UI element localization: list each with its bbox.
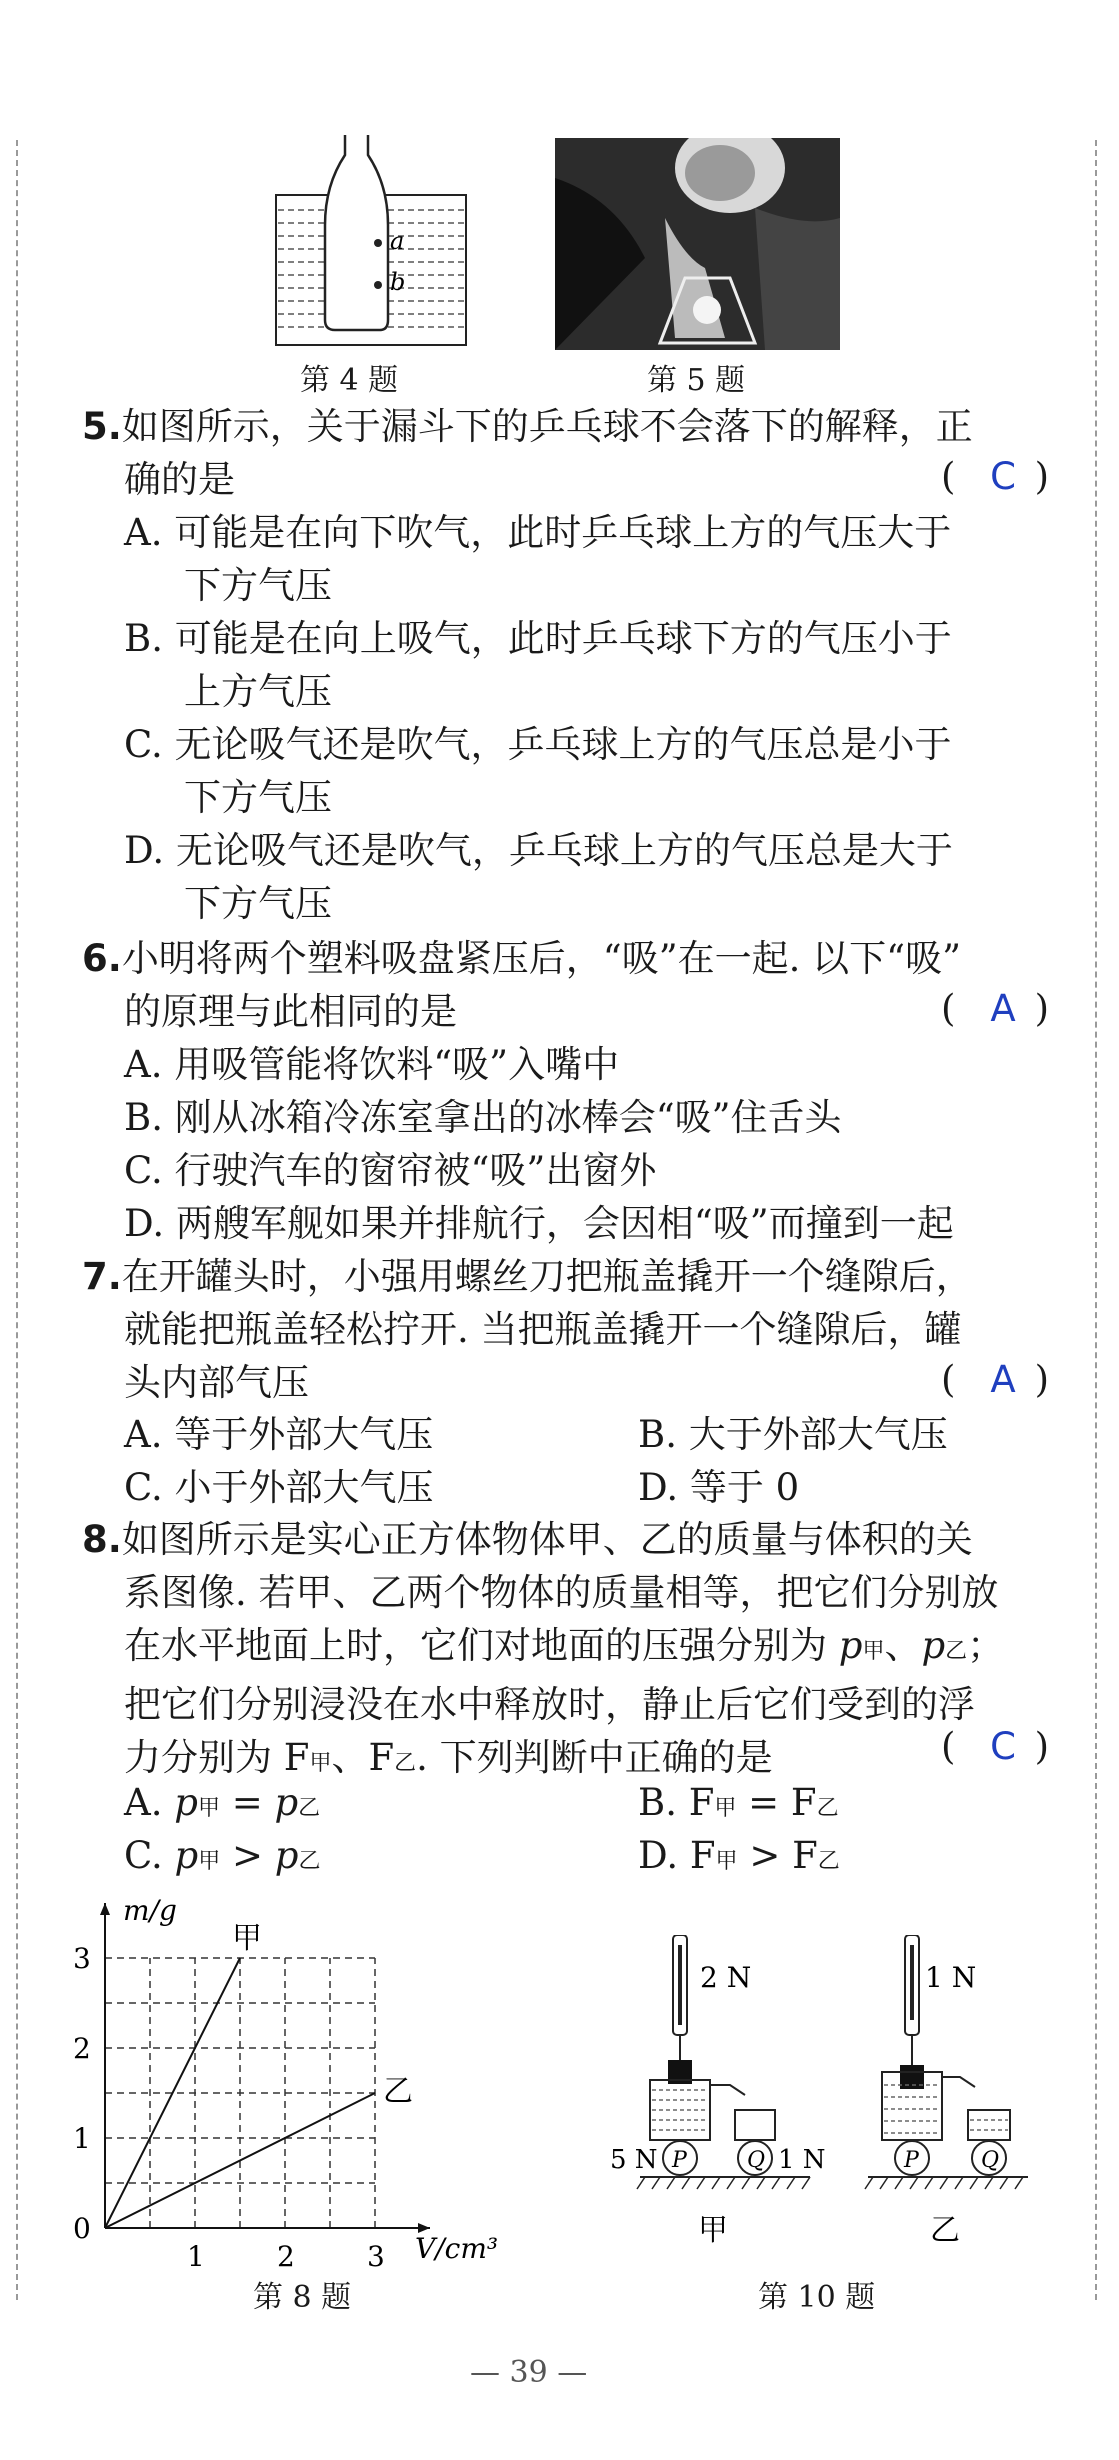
- right-spring-scale: [900, 1935, 924, 2089]
- q5-option-d-line2: 下方气压: [184, 882, 332, 925]
- q5-option-d-line1: D. 无论吸气还是吹气，乒乓球上方的气压总是大于: [124, 829, 953, 872]
- q8-line3-p2: p: [921, 1624, 946, 1667]
- q5-answer-value: C: [990, 455, 1016, 498]
- q5-option-c: [124, 718, 952, 824]
- right-scale-reading: 1 N: [925, 1961, 977, 1994]
- left-q-reading: 1 N: [778, 2145, 826, 2175]
- q8-option-b: [638, 1776, 839, 1835]
- q8-line2: 系图像. 若甲、乙两个物体的质量相等，把它们分别放: [124, 1571, 999, 1614]
- q7-answer: ( A ): [941, 1358, 1049, 1401]
- q8-c-s1: 甲: [198, 1849, 221, 1874]
- left-margin-line: [16, 140, 18, 2300]
- left-q-label: Q: [747, 2148, 766, 2173]
- q8-b-mid: = F: [736, 1781, 817, 1824]
- q6-option-c: C. 行驶汽车的窗帘被“吸”出窗外: [124, 1149, 657, 1192]
- left-scale-reading: 2 N: [700, 1961, 752, 1994]
- q8-answer-value: C: [990, 1725, 1016, 1768]
- q7-line1: 在开罐头时，小强用螺丝刀把瓶盖撬开一个缝隙后，: [121, 1255, 973, 1298]
- question-8: [82, 1513, 1049, 1790]
- q8-c-p2: p: [274, 1834, 299, 1877]
- q5-option-b-line2: 上方气压: [184, 670, 332, 713]
- q8-a-mid: =: [219, 1781, 275, 1824]
- q8-line5-f2: 、F: [331, 1736, 395, 1779]
- q8-option-d: [638, 1829, 840, 1888]
- y-tick-label: 0: [73, 2212, 91, 2245]
- q8-b-s2: 乙: [816, 1796, 839, 1821]
- q8-a-pre: A.: [124, 1781, 175, 1824]
- q8-line3-p1: p: [838, 1624, 863, 1667]
- q8-line3-text: 在水平地面上时，它们对地面的压强分别为: [124, 1624, 839, 1667]
- q8-c-pre: C.: [124, 1834, 175, 1877]
- q8-line5-f1: 力分别为 F: [124, 1736, 310, 1779]
- q6-option-b: B. 刚从冰箱冷冻室拿出的冰棒会“吸”住舌头: [124, 1096, 842, 1139]
- q8-c-s2: 乙: [298, 1849, 321, 1874]
- right-q-label: Q: [981, 2148, 1000, 2173]
- q7-number: 7.: [82, 1255, 122, 1298]
- right-margin-line: [1095, 140, 1097, 2300]
- q7-option-c: C. 小于外部大气压: [124, 1466, 434, 1509]
- q8-line5-sub2: 乙: [394, 1751, 417, 1776]
- q8-a-s2: 乙: [298, 1796, 321, 1821]
- q8-line1: 如图所示是实心正方体物体甲、乙的质量与体积的关: [121, 1518, 973, 1561]
- label-b: b: [390, 268, 406, 296]
- q5-line2: 确的是: [124, 458, 235, 501]
- figure-8-chart: [60, 1880, 540, 2300]
- q5-option-b-line1: B. 可能是在向上吸气，此时乒乓球下方的气压小于: [124, 617, 952, 660]
- q8-line5-sub1: 甲: [309, 1751, 332, 1776]
- q5-option-a: [124, 506, 951, 612]
- q5-option-d: [124, 824, 953, 930]
- x-tick-label: 2: [277, 2240, 295, 2273]
- label-a: a: [390, 227, 405, 255]
- q5-option-c-line2: 下方气压: [184, 776, 332, 819]
- q8-a-p2: p: [274, 1781, 299, 1824]
- q8-b-s1: 甲: [714, 1796, 737, 1821]
- q6-option-a: A. 用吸管能将饮料“吸”入嘴中: [124, 1043, 620, 1086]
- q8-line3-end: ；: [967, 1624, 1005, 1667]
- question-5: [82, 400, 1049, 506]
- left-p-reading: 5 N: [610, 2145, 658, 2175]
- label-yi: 乙: [930, 2213, 960, 2248]
- y-tick-label: 2: [73, 2032, 91, 2065]
- y-tick-label: 1: [73, 2122, 91, 2155]
- q6-option-d: D. 两艘军舰如果并排航行，会因相“吸”而撞到一起: [124, 1202, 954, 1245]
- q8-line5-end: . 下列判断中正确的是: [416, 1736, 773, 1779]
- q5-line1: 如图所示，关于漏斗下的乒乓球不会落下的解释，正: [121, 405, 973, 448]
- q5-option-a-line2: 下方气压: [184, 564, 332, 607]
- left-p-label: P: [672, 2148, 687, 2173]
- q7-answer-value: A: [990, 1358, 1016, 1401]
- q7-option-a: A. 等于外部大气压: [124, 1413, 434, 1456]
- x-axis-label: V/cm³: [415, 2232, 499, 2265]
- q8-number: 8.: [82, 1518, 122, 1561]
- figure-5-photo: [555, 138, 840, 350]
- x-tick-label: 1: [187, 2240, 205, 2273]
- q5-option-c-line1: C. 无论吸气还是吹气，乒乓球上方的气压总是小于: [124, 723, 952, 766]
- left-spring-scale: [668, 1935, 692, 2084]
- q6-answer: ( A ): [941, 987, 1049, 1030]
- point-a: [374, 239, 382, 247]
- q8-c-mid: >: [220, 1834, 275, 1877]
- q8-d-mid: > F: [737, 1834, 818, 1877]
- q8-a-s1: 甲: [197, 1796, 220, 1821]
- q6-answer-value: A: [990, 987, 1016, 1030]
- figure-10-caption: 第 10 题: [758, 2280, 876, 2315]
- series-label-yi: 乙: [383, 2074, 413, 2109]
- q7-option-d: D. 等于 0: [638, 1466, 800, 1509]
- figure-4-caption: 第 4 题: [300, 363, 399, 398]
- q8-d-s2: 乙: [817, 1849, 840, 1874]
- page-number: — 39 —: [470, 2355, 588, 2390]
- figure-5-caption: 第 5 题: [647, 363, 746, 398]
- q5-option-b: [124, 612, 952, 718]
- y-axis-arrow: [100, 1903, 110, 1915]
- q5-option-a-line1: A. 可能是在向下吹气，此时乒乓球上方的气压大于: [124, 511, 952, 554]
- figure-10-apparatus: [600, 1935, 1040, 2265]
- right-p-label: P: [904, 2148, 919, 2173]
- q7-option-b: B. 大于外部大气压: [638, 1413, 948, 1456]
- q5-answer: ( C ): [941, 455, 1049, 498]
- label-jia: 甲: [698, 2213, 728, 2248]
- series-label-jia: 甲: [232, 1921, 262, 1956]
- q8-d-s1: 甲: [715, 1849, 738, 1874]
- q5-number: 5.: [82, 405, 122, 448]
- q7-line2: 就能把瓶盖轻松拧开. 当把瓶盖撬开一个缝隙后，罐: [124, 1308, 962, 1351]
- figure-4-beaker: [270, 135, 510, 355]
- y-axis-label: m/g: [123, 1894, 177, 1927]
- q8-a-p1: p: [174, 1781, 198, 1824]
- q6-line1: 小明将两个塑料吸盘紧压后，“吸”在一起. 以下“吸”: [121, 937, 961, 980]
- q8-answer: ( C ): [941, 1725, 1049, 1768]
- y-tick-label: 3: [73, 1942, 91, 1975]
- q8-line3-sub2: 乙: [945, 1639, 968, 1664]
- q8-d-pre: D. F: [638, 1834, 716, 1877]
- question-7: [82, 1250, 1049, 1409]
- question-6: [82, 932, 1049, 1038]
- q8-option-a: [124, 1776, 320, 1835]
- q8-b-pre: B. F: [638, 1781, 715, 1824]
- q8-c-p1: p: [174, 1834, 199, 1877]
- point-b: [374, 281, 382, 289]
- q8-line3: [82, 1619, 1049, 1678]
- q7-line3: 头内部气压: [124, 1361, 309, 1404]
- x-tick-label: 3: [367, 2240, 385, 2273]
- figure-8-caption: 第 8 题: [253, 2280, 352, 2315]
- q8-line4: 把它们分别浸没在水中释放时，静止后它们受到的浮: [124, 1683, 975, 1726]
- q8-line3-sep: 、: [884, 1624, 922, 1667]
- q6-line2: 的原理与此相同的是: [124, 990, 457, 1033]
- q6-number: 6.: [82, 937, 122, 980]
- q8-line3-sub1: 甲: [862, 1639, 885, 1664]
